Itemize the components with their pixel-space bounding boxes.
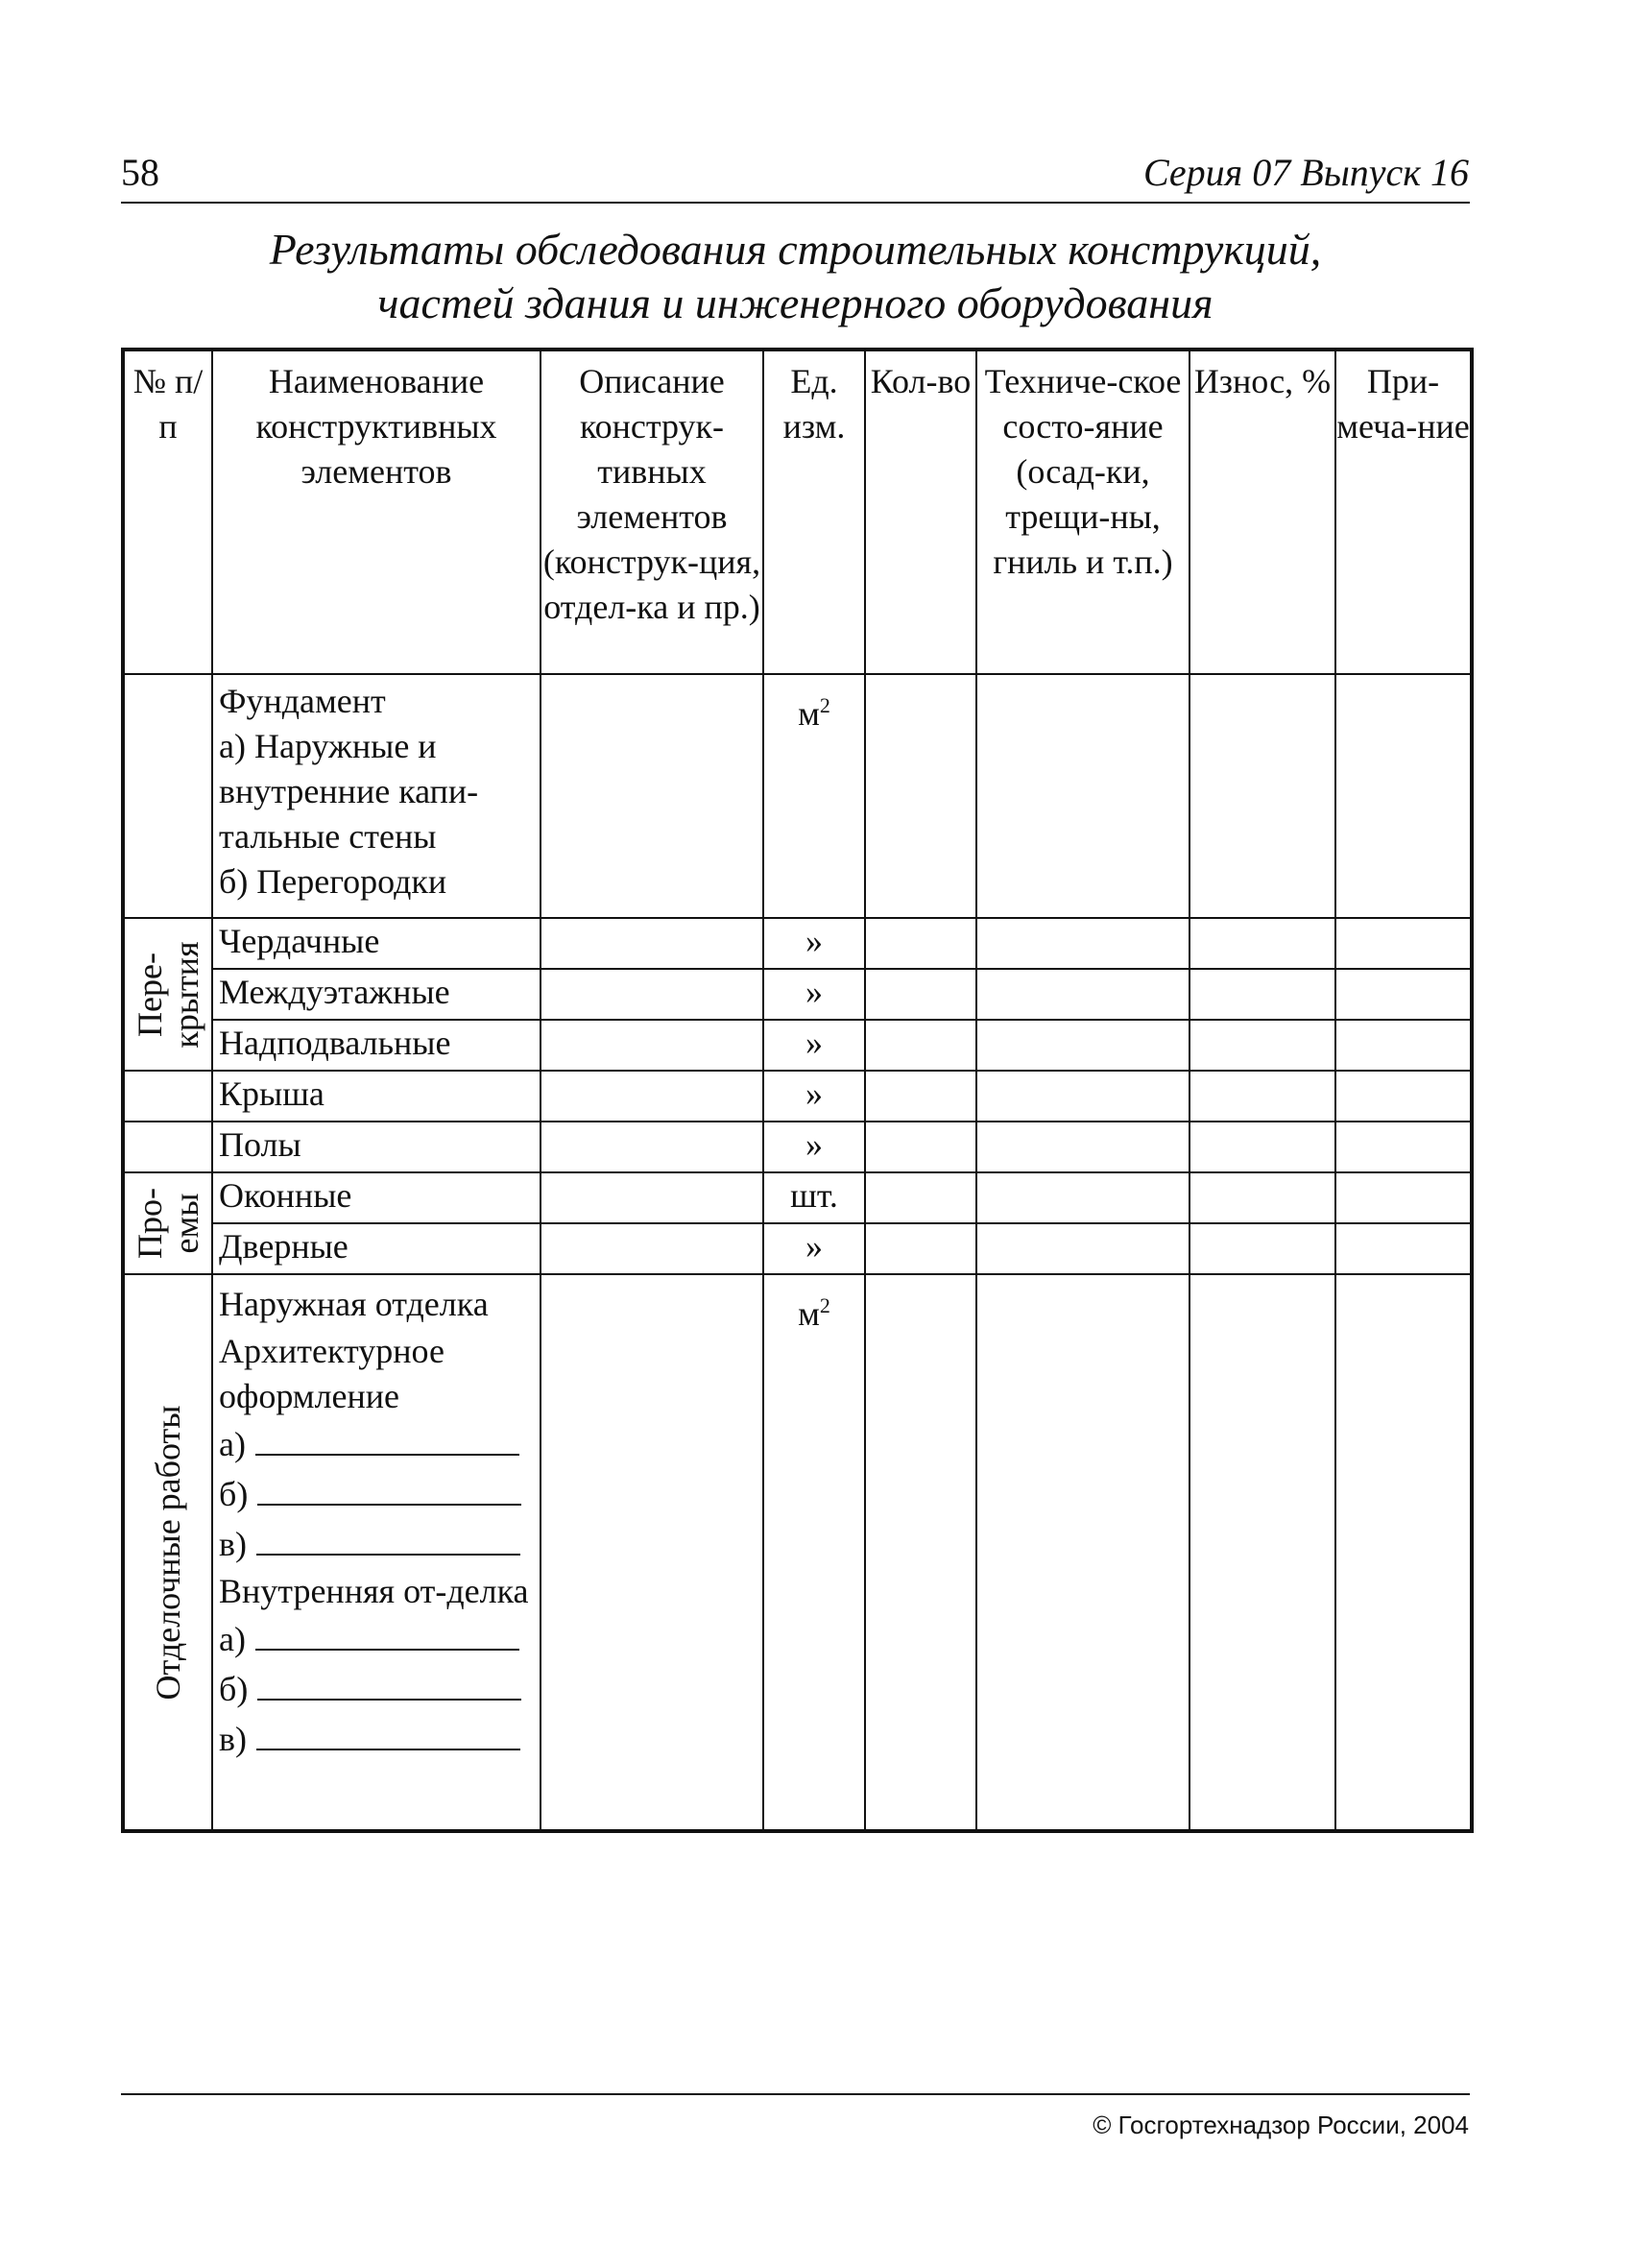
item-letter: а) (219, 1620, 246, 1658)
cell-foundation-name (212, 674, 541, 918)
table-row (123, 918, 1472, 969)
page-title (121, 223, 1470, 330)
arch-item-c (219, 1519, 540, 1569)
blank-line[interactable] (256, 1716, 520, 1750)
group-label-line-1: Про- (131, 1188, 169, 1259)
cell-name: Полы (212, 1122, 541, 1172)
cell-name: Чердачные (212, 918, 541, 969)
table-row (123, 1020, 1472, 1071)
cell-wear[interactable] (1189, 918, 1335, 969)
table-row (123, 1172, 1472, 1223)
cell-description[interactable] (541, 1122, 763, 1172)
blank-line[interactable] (255, 1421, 519, 1456)
item-letter: в) (219, 1525, 247, 1563)
cell-name: Междуэтажные (212, 969, 541, 1020)
cell-condition[interactable] (976, 1020, 1189, 1071)
header-rule (121, 202, 1470, 204)
cell-description[interactable] (541, 1071, 763, 1122)
cell-unit: » (763, 969, 865, 1020)
cell-wear[interactable] (1189, 1071, 1335, 1122)
cell-wear[interactable] (1189, 1172, 1335, 1223)
arch-item-a (219, 1419, 540, 1469)
cell-note[interactable] (1335, 1274, 1472, 1831)
item-letter: б) (219, 1670, 249, 1708)
cell-name: Крыша (212, 1071, 541, 1122)
group-label-text: Отделочные работы (149, 1405, 187, 1700)
cell-unit: » (763, 1071, 865, 1122)
cell-description[interactable] (541, 1274, 763, 1831)
cell-quantity[interactable] (865, 969, 976, 1020)
unit-superscript: 2 (819, 1293, 830, 1317)
group-label-finishing (123, 1274, 212, 1831)
cell-unit: шт. (763, 1172, 865, 1223)
inner-finishing-label: Внутренняя от-делка (219, 1572, 529, 1610)
table-header-row (123, 350, 1472, 674)
table-row-foundation (123, 674, 1472, 918)
cell-wear[interactable] (1189, 1223, 1335, 1274)
cell-condition[interactable] (976, 1071, 1189, 1122)
cell-quantity[interactable] (865, 1223, 976, 1274)
foundation-title: Фундамент (219, 682, 386, 720)
unit-superscript: 2 (819, 693, 830, 717)
cell-wear[interactable] (1189, 969, 1335, 1020)
group-label-line-1: Пере- (131, 952, 169, 1037)
group-label-line-2: емы (167, 1193, 205, 1254)
cell-unit: » (763, 918, 865, 969)
cell-unit: » (763, 1122, 865, 1172)
cell-note[interactable] (1335, 969, 1472, 1020)
group-label-openings (123, 1172, 212, 1274)
item-letter: а) (219, 1425, 246, 1463)
cell-wear[interactable] (1189, 1122, 1335, 1172)
cell-number (123, 1071, 212, 1122)
cell-quantity[interactable] (865, 1122, 976, 1172)
cell-name: Оконные (212, 1172, 541, 1223)
cell-condition[interactable] (976, 1122, 1189, 1172)
cell-wear[interactable] (1189, 1020, 1335, 1071)
cell-condition[interactable] (976, 674, 1189, 918)
cell-description[interactable] (541, 1172, 763, 1223)
cell-wear[interactable] (1189, 674, 1335, 918)
cell-condition[interactable] (976, 1172, 1189, 1223)
cell-quantity[interactable] (865, 1020, 976, 1071)
architectural-label: Архитектурное оформление (219, 1332, 445, 1415)
col-header-number: № п/п (123, 350, 212, 674)
item-letter: в) (219, 1720, 247, 1758)
table-row-finishing (123, 1274, 1472, 1831)
cell-quantity[interactable] (865, 918, 976, 969)
blank-line[interactable] (257, 1666, 521, 1701)
foundation-item-b: б) Перегородки (219, 862, 447, 901)
cell-unit: » (763, 1223, 865, 1274)
col-header-description: Описание конструк-тивных элементов (конструк-ция, отдел-ка и пр.) (541, 350, 763, 674)
col-header-wear: Износ, % (1189, 350, 1335, 674)
cell-quantity[interactable] (865, 1172, 976, 1223)
cell-note[interactable] (1335, 918, 1472, 969)
cell-finishing-name (212, 1274, 541, 1831)
page-number: 58 (121, 151, 159, 194)
inner-item-b (219, 1664, 540, 1714)
series-label: Серия 07 Выпуск 16 (1142, 151, 1469, 194)
cell-wear[interactable] (1189, 1274, 1335, 1831)
cell-condition[interactable] (976, 1274, 1189, 1831)
cell-quantity[interactable] (865, 1071, 976, 1122)
group-label-text (132, 1188, 204, 1259)
group-label-line-2: крытия (167, 940, 205, 1049)
cell-note[interactable] (1335, 1071, 1472, 1122)
col-header-quantity: Кол-во (865, 350, 976, 674)
table-row-flooring (123, 1122, 1472, 1172)
cell-description[interactable] (541, 1020, 763, 1071)
cell-description[interactable] (541, 918, 763, 969)
copyright: © Госгортехнадзор России, 2004 (1093, 2111, 1469, 2139)
title-line-1: Результаты обследования строительных конструкций, (269, 225, 1322, 274)
outer-finishing-label: Наружная отделка (219, 1285, 489, 1323)
cell-note[interactable] (1335, 1223, 1472, 1274)
cell-note[interactable] (1335, 1122, 1472, 1172)
cell-condition[interactable] (976, 969, 1189, 1020)
cell-unit (763, 674, 865, 918)
cell-condition[interactable] (976, 918, 1189, 969)
cell-unit: » (763, 1020, 865, 1071)
group-label-text (132, 941, 204, 1048)
inner-item-a (219, 1614, 540, 1664)
cell-number (123, 674, 212, 918)
col-header-unit: Ед. изм. (763, 350, 865, 674)
unit-value: м (798, 1294, 820, 1333)
inner-item-c (219, 1714, 540, 1764)
cell-number (123, 1122, 212, 1172)
col-header-name: Наименование конструктивных элементов (212, 350, 541, 674)
cell-note[interactable] (1335, 1172, 1472, 1223)
blank-line[interactable] (257, 1471, 521, 1506)
cell-note[interactable] (1335, 674, 1472, 918)
col-header-condition: Техниче-ское состо-яние (осад-ки, трещи-ны, гниль и т.п.) (976, 350, 1189, 674)
cell-description[interactable] (541, 674, 763, 918)
table-row (123, 969, 1472, 1020)
cell-condition[interactable] (976, 1223, 1189, 1274)
col-header-note: При-меча-ние (1335, 350, 1472, 674)
foundation-item-a: а) Наружные и внутренние капи-тальные стены (219, 727, 479, 856)
title-line-2: частей здания и инженерного оборудования (377, 278, 1213, 327)
item-letter: б) (219, 1475, 249, 1513)
unit-value: м (798, 694, 820, 733)
table-row (123, 1223, 1472, 1274)
arch-item-b (219, 1469, 540, 1519)
cell-quantity[interactable] (865, 674, 976, 918)
blank-line[interactable] (255, 1616, 519, 1651)
cell-unit (763, 1274, 865, 1831)
table-row-roof (123, 1071, 1472, 1122)
cell-quantity[interactable] (865, 1274, 976, 1831)
blank-line[interactable] (256, 1521, 520, 1556)
cell-note[interactable] (1335, 1020, 1472, 1071)
footer-rule (121, 2093, 1470, 2095)
cell-description[interactable] (541, 969, 763, 1020)
cell-name: Дверные (212, 1223, 541, 1274)
cell-name: Надподвальные (212, 1020, 541, 1071)
group-label-floors (123, 918, 212, 1071)
inspection-table (121, 348, 1474, 1833)
cell-description[interactable] (541, 1223, 763, 1274)
